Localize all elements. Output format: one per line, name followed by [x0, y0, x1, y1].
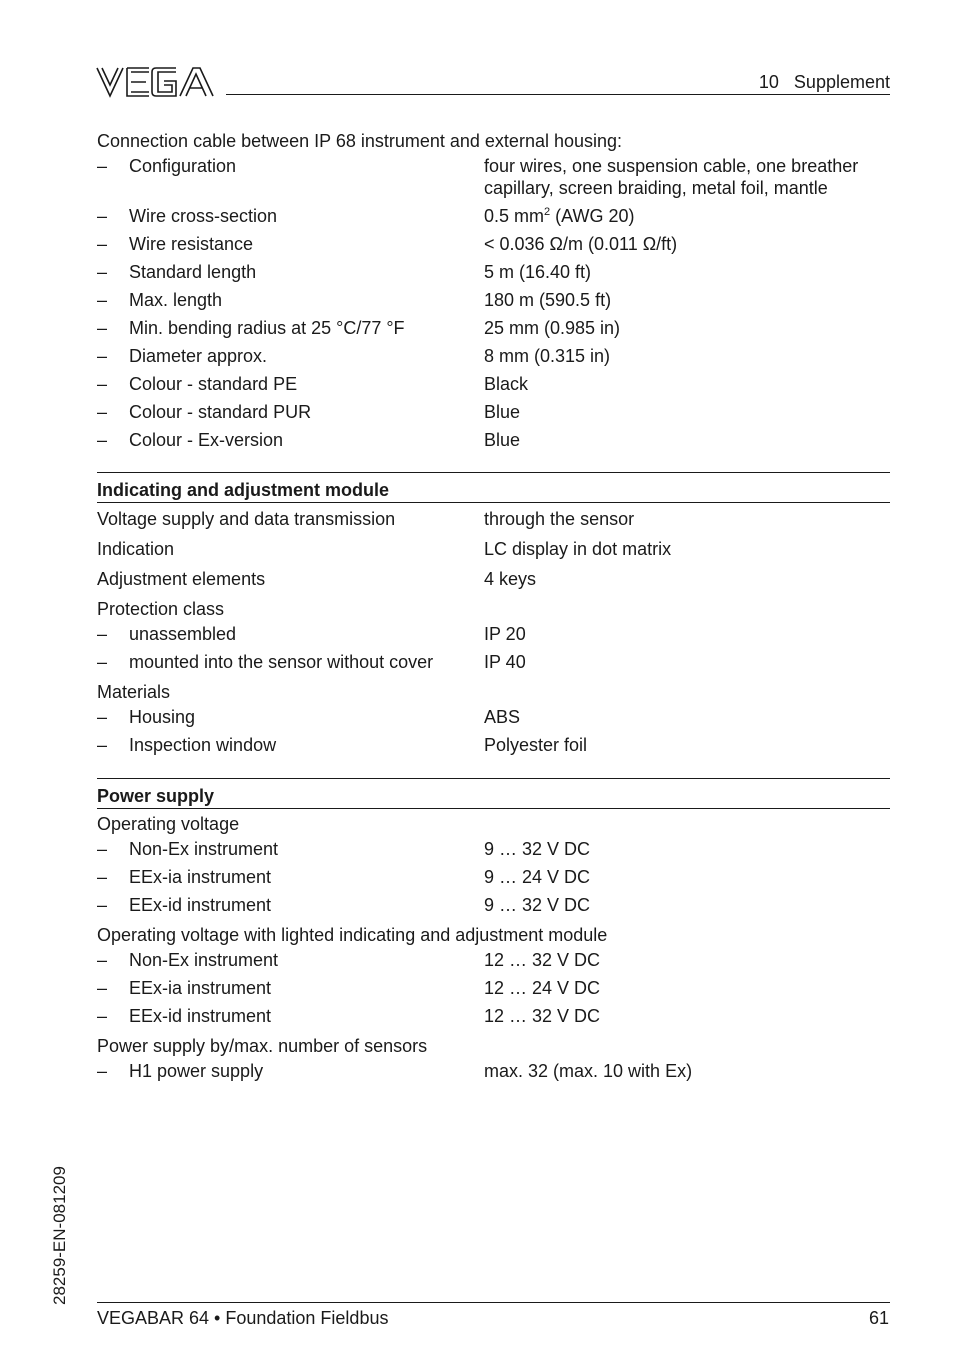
spec-row — [97, 706, 890, 728]
group-title: Operating voltage with lighted indicating and adjustment module — [97, 925, 608, 945]
footer-product: VEGABAR 64 • Foundation Fieldbus — [97, 1308, 389, 1328]
spec-label: mounted into the sensor without cover — [129, 652, 434, 672]
document-id: 28259-EN-081209 — [50, 1166, 69, 1305]
dash: – — [97, 624, 108, 644]
spec-value: 4 keys — [484, 569, 537, 589]
dash: – — [97, 867, 108, 887]
page-number: 61 — [868, 1308, 889, 1328]
spec-label: Non-Ex instrument — [129, 839, 279, 859]
spec-label: Housing — [129, 707, 196, 727]
spec-value: 12 … 32 V DC — [484, 1006, 601, 1026]
superscript: 2 — [544, 206, 551, 218]
dash: – — [97, 318, 108, 338]
vega-logo — [96, 66, 214, 98]
spec-value: 180 m (590.5 ft) — [484, 290, 612, 310]
spec-label: Colour - standard PE — [129, 374, 298, 394]
spec-value: 9 … 32 V DC — [484, 839, 591, 859]
spec-label: EEx-ia instrument — [129, 978, 272, 998]
spec-label: EEx-id instrument — [129, 895, 272, 915]
spec-value: four wires, one suspension cable, one breather capillary, screen braiding, metal foil, mantle — [484, 156, 859, 198]
spec-value: max. 32 (max. 10 with Ex) — [484, 1061, 693, 1081]
spec-label: Inspection window — [129, 735, 277, 755]
spec-row — [97, 866, 890, 888]
spec-value: < 0.036 Ω/m (0.011 Ω/ft) — [484, 234, 678, 254]
spec-label: Min. bending radius at 25 °C/77 °F — [129, 318, 405, 338]
dash: – — [97, 402, 108, 422]
spec-value: IP 20 — [484, 624, 526, 644]
spec-row — [97, 1005, 890, 1027]
spec-row — [97, 155, 890, 199]
cable-spec-list — [97, 155, 890, 451]
spec-label: Diameter approx. — [129, 346, 268, 366]
spec-row — [97, 894, 890, 916]
spec-row — [97, 317, 890, 339]
spec-label: Wire resistance — [129, 234, 254, 254]
spec-value: ABS — [484, 707, 521, 727]
spec-value: 12 … 24 V DC — [484, 978, 601, 998]
spec-value: Black — [484, 374, 529, 394]
group-title: Operating voltage — [97, 814, 240, 834]
spec-row — [97, 205, 890, 227]
spec-row — [97, 233, 890, 255]
dash: – — [97, 735, 108, 755]
spec-label: Adjustment elements — [97, 569, 266, 589]
spec-row — [97, 568, 890, 590]
spec-row — [97, 838, 890, 860]
spec-value: 8 mm (0.315 in) — [484, 346, 611, 366]
spec-value: 25 mm (0.985 in) — [484, 318, 621, 338]
group-title: Materials — [97, 682, 171, 702]
spec-value: Blue — [484, 402, 521, 422]
dash: – — [97, 290, 108, 310]
dash: – — [97, 1061, 108, 1081]
spec-row — [97, 1060, 890, 1082]
header-section: 10 Supplement — [758, 72, 890, 92]
spec-row — [97, 651, 890, 673]
dash: – — [97, 374, 108, 394]
group-title: Protection class — [97, 599, 225, 619]
spec-label: Max. length — [129, 290, 223, 310]
spec-label: Wire cross-section — [129, 206, 278, 226]
value-main: 0.5 mm — [484, 206, 545, 226]
spec-row — [97, 345, 890, 367]
page-content — [97, 130, 890, 1088]
dash: – — [97, 234, 108, 254]
spec-value: IP 40 — [484, 652, 526, 672]
spec-row — [97, 261, 890, 283]
spec-label: Standard length — [129, 262, 257, 282]
dash: – — [97, 895, 108, 915]
dash: – — [97, 430, 108, 450]
spec-row — [97, 429, 890, 451]
spec-row — [97, 734, 890, 756]
dash: – — [97, 652, 108, 672]
dash: – — [97, 978, 108, 998]
spec-value: 12 … 32 V DC — [484, 950, 601, 970]
spec-row — [97, 538, 890, 560]
cable-intro: Connection cable between IP 68 instrument and external housing: — [97, 131, 623, 151]
value-suffix: (AWG 20) — [550, 206, 635, 226]
spec-row — [97, 949, 890, 971]
spec-row — [97, 623, 890, 645]
spec-value: Polyester foil — [484, 735, 588, 755]
spec-label: Colour - Ex-version — [129, 430, 284, 450]
spec-label: Colour - standard PUR — [129, 402, 312, 422]
spec-label: EEx-ia instrument — [129, 867, 272, 887]
section-heading-power: Power supply — [97, 778, 890, 809]
section-heading-module: Indicating and adjustment module — [97, 472, 890, 503]
spec-value: through the sensor — [484, 509, 635, 529]
spec-label: unassembled — [129, 624, 237, 644]
dash: – — [97, 206, 108, 226]
module-spec-list — [97, 508, 890, 756]
spec-value: LC display in dot matrix — [484, 539, 672, 559]
spec-label: Indication — [97, 539, 175, 559]
dash: – — [97, 950, 108, 970]
dash: – — [97, 156, 108, 176]
power-spec-list — [97, 813, 890, 1082]
spec-label: Non-Ex instrument — [129, 950, 279, 970]
spec-row — [97, 508, 890, 530]
spec-value: 5 m (16.40 ft) — [484, 262, 592, 282]
footer-rule — [97, 1302, 890, 1303]
spec-value: Blue — [484, 430, 521, 450]
dash: – — [97, 839, 108, 859]
spec-label: H1 power supply — [129, 1061, 264, 1081]
spec-value: 9 … 32 V DC — [484, 895, 591, 915]
spec-row — [97, 373, 890, 395]
dash: – — [97, 707, 108, 727]
spec-row — [97, 401, 890, 423]
dash: – — [97, 1006, 108, 1026]
group-title: Power supply by/max. number of sensors — [97, 1036, 428, 1056]
spec-value: 9 … 24 V DC — [484, 867, 591, 887]
dash: – — [97, 346, 108, 366]
spec-label: EEx-id instrument — [129, 1006, 272, 1026]
spec-label: Configuration — [129, 156, 237, 176]
spec-row — [97, 977, 890, 999]
header-rule — [226, 94, 890, 95]
spec-row — [97, 289, 890, 311]
spec-value — [484, 205, 890, 227]
spec-label: Voltage supply and data transmission — [97, 509, 396, 529]
dash: – — [97, 262, 108, 282]
